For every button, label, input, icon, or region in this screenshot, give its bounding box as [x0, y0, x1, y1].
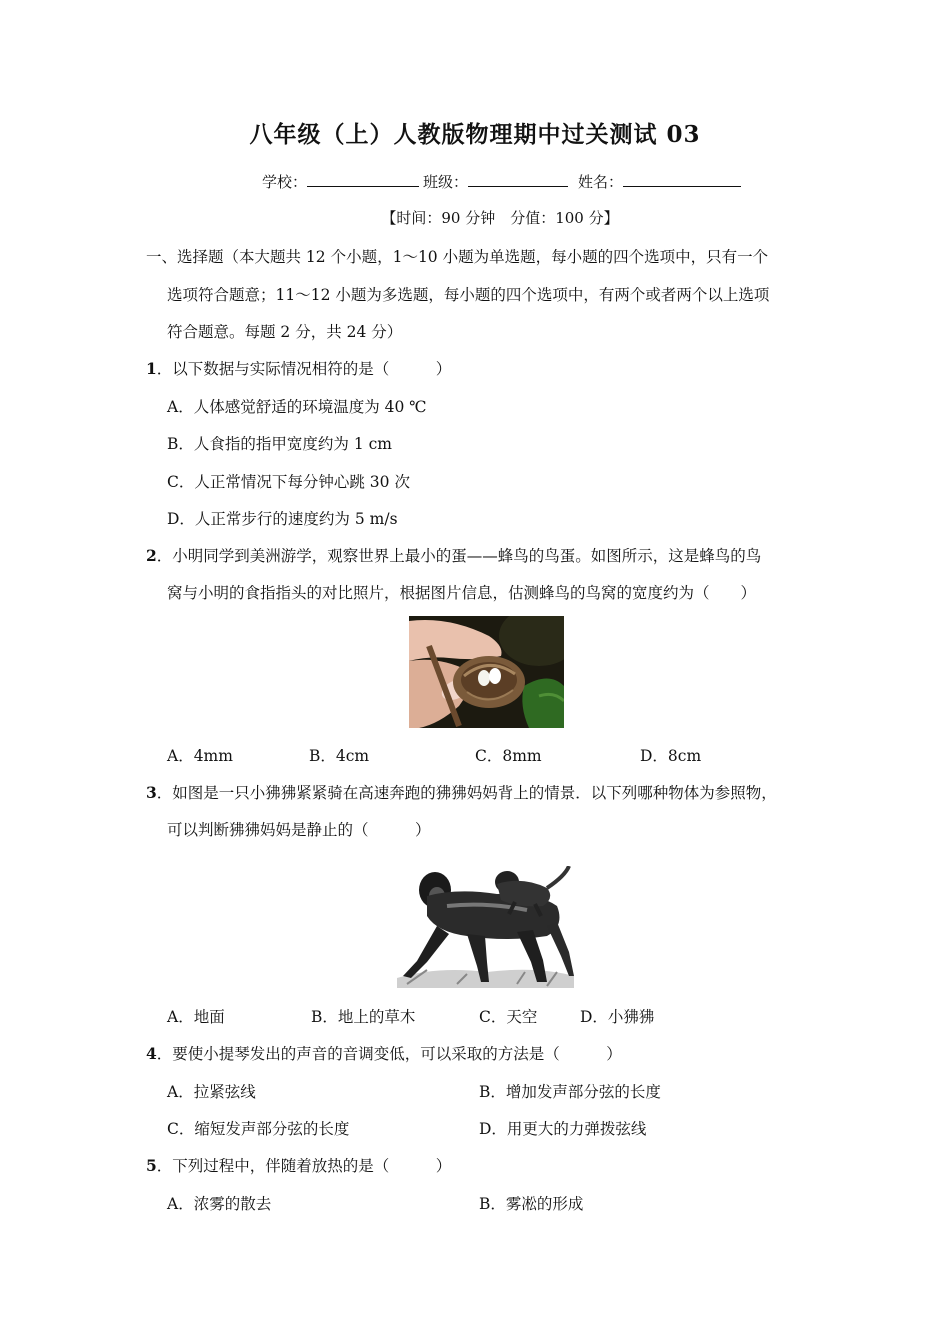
name-label: 姓名：	[578, 173, 624, 191]
baboon-mother-and-baby-photo	[397, 866, 574, 988]
question-2	[146, 544, 761, 566]
hummingbird-nest-photo	[409, 616, 564, 728]
q3-option-d: D．小狒狒	[580, 1008, 655, 1026]
question-stem: ．以下数据与实际情况相符的是（ ）	[156, 360, 452, 378]
page-title: 八年级（上）人教版物理期中过关测试 03	[249, 121, 701, 148]
q3-option-c: C．天空	[479, 1008, 538, 1026]
question-stem: ．下列过程中，伴随着放热的是（ ）	[156, 1157, 452, 1175]
name-blank	[623, 170, 741, 187]
question-stem: ．小明同学到美洲游学，观察世界上最小的蛋——蜂鸟的鸟蛋。如图所示，这是蜂鸟的鸟	[156, 547, 762, 565]
question-number: 5	[146, 1156, 157, 1175]
class-label: 班级：	[423, 173, 469, 191]
question-stem: ．如图是一只小狒狒紧紧骑在高速奔跑的狒狒妈妈背上的情景．以下列哪种物体为参照物，	[156, 784, 777, 802]
q3-stem-line2: 可以判断狒狒妈妈是静止的（ ）	[167, 821, 431, 839]
q4-option-d: D．用更大的力弹拨弦线	[479, 1120, 647, 1138]
q4-option-a: A．拉紧弦线	[167, 1083, 256, 1101]
q5-option-b: B．雾凇的形成	[479, 1195, 584, 1213]
q4-option-c: C．缩短发声部分弦的长度	[167, 1120, 350, 1138]
exam-meta: 【时间：90 分钟 分值：100 分】	[381, 209, 619, 227]
q1-option-d: D．人正常步行的速度约为 5 m/s	[167, 510, 398, 528]
q3-option-a: A．地面	[167, 1008, 225, 1026]
q4-option-b: B．增加发声部分弦的长度	[479, 1083, 661, 1101]
q2-option-c: C．8mm	[475, 747, 542, 765]
question-1	[146, 357, 451, 379]
question-number: 3	[146, 783, 157, 802]
question-number: 2	[146, 546, 157, 565]
question-number: 1	[146, 359, 157, 378]
school-label: 学校：	[262, 173, 308, 191]
class-blank	[468, 170, 568, 187]
q5-option-a: A．浓雾的散去	[167, 1195, 272, 1213]
q2-option-d: D．8cm	[640, 747, 702, 765]
q1-option-b: B．人食指的指甲宽度约为 1 cm	[167, 435, 392, 453]
q2-option-a: A．4mm	[167, 747, 233, 765]
q3-option-b: B．地上的草木	[311, 1008, 416, 1026]
section-heading-line3: 符合题意。每题 2 分，共 24 分）	[167, 323, 403, 341]
student-info-line	[262, 170, 745, 192]
section-heading-line2: 选项符合题意；11～12 小题为多选题，每小题的四个选项中，有两个或者两个以上选项	[167, 286, 770, 304]
q2-option-b: B．4cm	[309, 747, 370, 765]
q1-option-c: C．人正常情况下每分钟心跳 30 次	[167, 473, 410, 491]
school-blank	[307, 170, 419, 187]
question-number: 4	[146, 1044, 157, 1063]
question-stem: ．要使小提琴发出的声音的音调变低，可以采取的方法是（ ）	[156, 1045, 622, 1063]
question-3	[146, 781, 777, 803]
question-4	[146, 1042, 622, 1064]
question-5	[146, 1154, 451, 1176]
section-heading-line1: 一、选择题（本大题共 12 个小题，1～10 小题为单选题，每小题的四个选项中，只有一个	[146, 248, 769, 266]
q1-option-a: A．人体感觉舒适的环境温度为 40 ℃	[167, 398, 427, 416]
q2-stem-line2: 窝与小明的食指指头的对比照片，根据图片信息，估测蜂鸟的鸟窝的宽度约为（ ）	[167, 584, 757, 602]
